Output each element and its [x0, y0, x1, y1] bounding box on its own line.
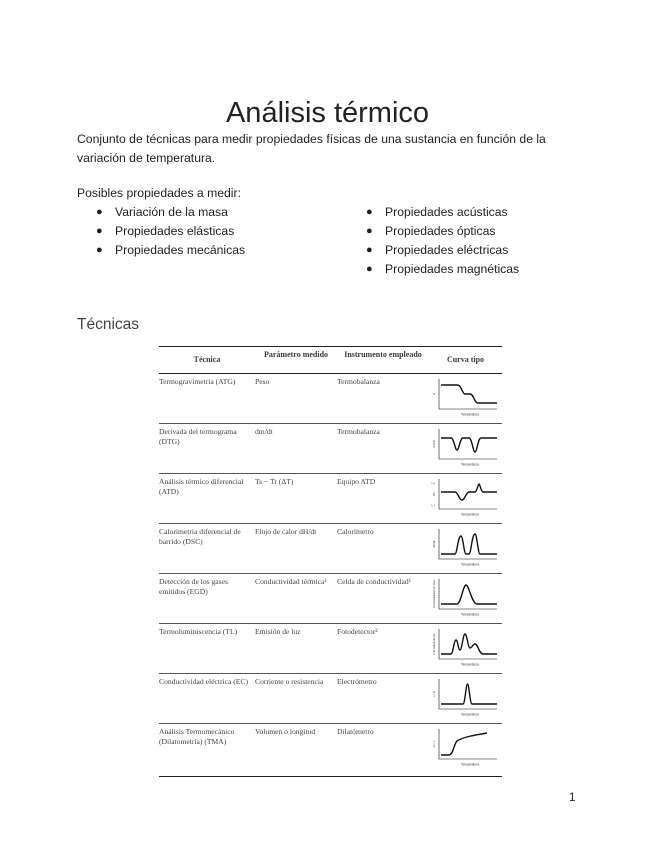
x-axis-label: Temperatura — [461, 712, 479, 717]
bullet-icon: ● — [96, 225, 103, 237]
curve-plot — [431, 725, 502, 775]
technique-cell: Derivada del termograma (DTG) — [159, 427, 237, 446]
y-axis-label: V o L — [432, 740, 437, 748]
table-row — [159, 424, 502, 474]
table-row — [159, 374, 502, 424]
parameter-cell: Volumen o longitud — [255, 727, 316, 736]
technique-cell: Detección de los gases emitidos (EGD) — [159, 577, 228, 596]
technique-cell: Termoluminiscencia (TL) — [159, 627, 238, 636]
properties-heading: Posibles propiedades a medir: — [77, 186, 241, 200]
instrument-cell: Dilatómetro — [337, 727, 374, 736]
curve-plot — [431, 525, 502, 572]
curve-cell — [431, 525, 502, 572]
y-axis-label: ΔT — [432, 492, 437, 496]
parameter-cell: Conductividad térmica¹ — [255, 577, 327, 586]
instrument-cell: Equipo ATD — [337, 477, 376, 486]
y-axis-label: dH/dt — [432, 540, 437, 548]
curve-cell — [431, 425, 502, 472]
curve-line — [441, 534, 497, 554]
instrument-cell: Electrómetro — [337, 677, 377, 686]
table-header — [159, 347, 502, 374]
curve-line — [441, 733, 487, 755]
header-parameter: Parámetro medido — [263, 350, 329, 359]
y-axis-label: I o R — [432, 691, 437, 697]
list-item: ● Propiedades elásticas — [96, 222, 245, 241]
instrument-cell: Termobalanza — [337, 377, 380, 386]
curve-line — [441, 684, 497, 704]
list-item: ● Propiedades ópticas — [366, 222, 519, 241]
properties-list-left — [96, 203, 245, 260]
page-title: Análisis térmico — [225, 97, 430, 130]
bullet-icon: ● — [96, 244, 103, 256]
instrument-cell: Celda de conductividad¹ — [337, 577, 411, 586]
y-minus-label: (−) — [431, 504, 435, 507]
instrument-cell: Termobalanza — [337, 427, 380, 436]
curve-line — [441, 484, 497, 500]
curve-cell — [431, 675, 502, 722]
section-title: Técnicas — [77, 316, 140, 333]
curve-line — [441, 385, 497, 403]
page-number: 1 — [569, 792, 576, 804]
table-row — [159, 574, 502, 624]
y-axis-label: dm/dt — [432, 440, 437, 448]
y-plus-label: (+) — [431, 482, 435, 485]
x-axis-label: Temperatura — [461, 612, 479, 617]
parameter-cell: Emisión de luz — [255, 627, 301, 636]
curve-cell — [431, 375, 502, 422]
curve-plot — [431, 625, 502, 672]
list-item: ● Propiedades magnéticas — [366, 260, 519, 279]
table-row — [159, 624, 502, 674]
bullet-icon: ● — [96, 206, 103, 218]
x-axis-label: Temperatura — [461, 412, 479, 417]
instrument-cell: Fotodetector² — [337, 627, 378, 636]
curve-plot — [431, 575, 502, 622]
axis-lines — [439, 479, 497, 509]
table-row — [159, 674, 502, 724]
curve-cell — [431, 575, 502, 622]
header-instrument: Instrumento empleado — [344, 350, 422, 359]
x-axis-label: Temperatura — [461, 562, 479, 567]
table-row — [159, 524, 502, 574]
instrument-cell: Calorímetro — [337, 527, 374, 536]
bullet-icon: ● — [366, 263, 373, 275]
table-row — [159, 724, 502, 776]
curve-cell — [431, 725, 502, 775]
parameter-cell: Peso — [255, 377, 270, 386]
list-item: ● Propiedades acústicas — [366, 203, 519, 222]
bullet-icon: ● — [366, 206, 373, 218]
y-axis-label: Conductividad térmica — [432, 580, 437, 608]
curve-plot — [431, 675, 502, 722]
list-item: ● Propiedades eléctricas — [366, 241, 519, 260]
bullet-icon: ● — [366, 225, 373, 237]
techniques-table — [159, 346, 502, 777]
parameter-cell: Corriente o resistencia — [255, 677, 324, 686]
bullet-icon: ● — [366, 244, 373, 256]
curve-plot — [431, 475, 502, 522]
header-technique: Técnica — [193, 355, 221, 364]
technique-cell: Termogravimetría (ATG) — [159, 377, 236, 386]
table-row — [159, 474, 502, 524]
x-axis-label: Temperatura — [461, 662, 479, 667]
curve-cell — [431, 625, 502, 672]
axis-lines — [439, 429, 497, 459]
table-body — [159, 374, 502, 776]
x-axis-label: Temperatura — [461, 462, 479, 467]
technique-cell: Calorimetría diferencial de barrido (DSC) — [159, 527, 241, 546]
parameter-cell: Flujo de calor dH/dt — [255, 527, 317, 536]
curve-line — [441, 634, 497, 654]
technique-cell: Conductividad eléctrica (EC) — [159, 677, 248, 686]
technique-cell: Análisis Termomecánico (Dilatometría) (TMA) — [159, 727, 235, 746]
properties-list-right — [366, 203, 519, 279]
curve-plot — [431, 375, 502, 422]
y-axis-label: m — [432, 392, 437, 396]
x-axis-label: Temperatura — [461, 512, 479, 517]
list-item: ● Variación de la masa — [96, 203, 245, 222]
curve-plot — [431, 425, 502, 472]
y-axis-label: Intensidad de luz — [432, 633, 437, 655]
curve-cell — [431, 475, 502, 522]
header-curve: Curva tipo — [446, 355, 485, 364]
x-axis-label: Temperatura — [461, 762, 479, 767]
intro-paragraph: Conjunto de técnicas para medir propiedades físicas de una sustancia en función de la variación de temperatura. — [77, 132, 546, 165]
list-item: ● Propiedades mecánicas — [96, 241, 245, 260]
curve-line — [441, 438, 497, 452]
parameter-cell: Ts − Tr (ΔT) — [255, 477, 294, 486]
technique-cell: Análisis térmico diferencial (ATD) — [159, 477, 244, 496]
parameter-cell: dm/dt — [255, 427, 273, 436]
curve-line — [441, 585, 497, 604]
